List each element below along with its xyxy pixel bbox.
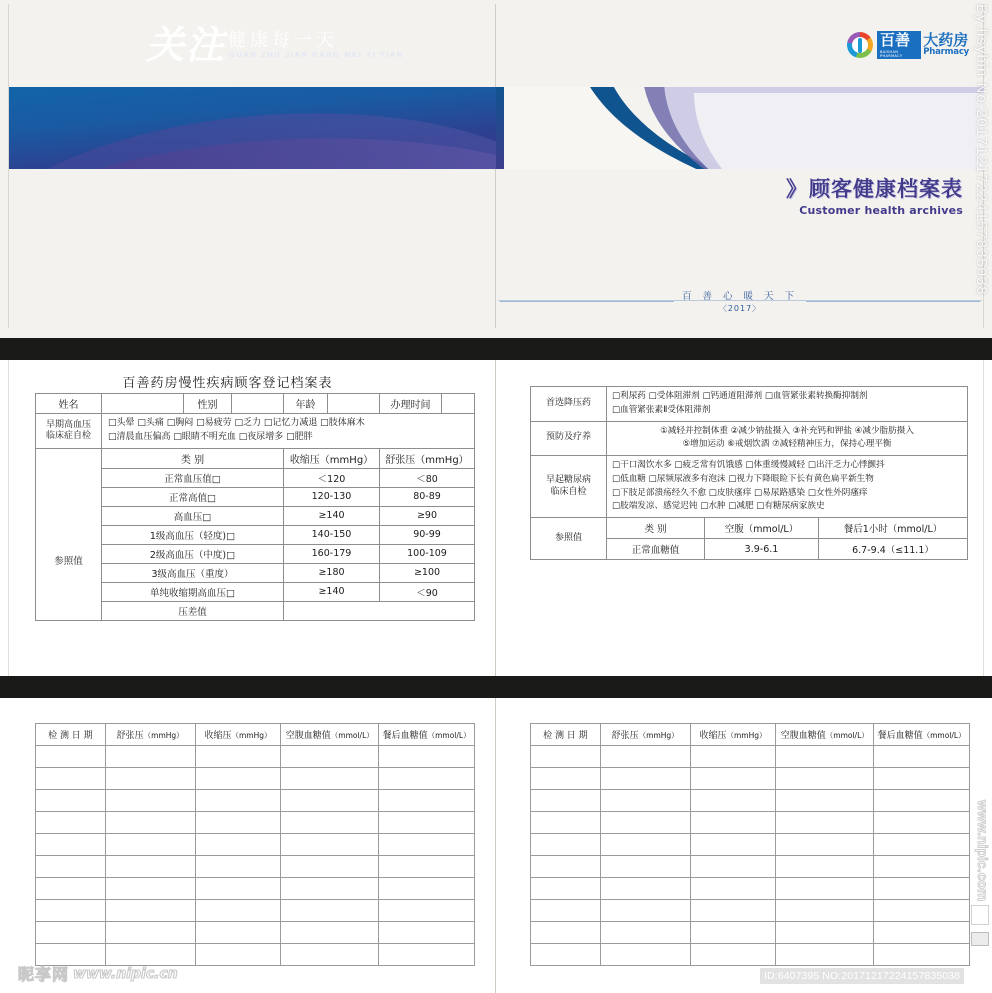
log-cell[interactable] [600,944,690,966]
log-table-row [531,856,970,878]
log-cell[interactable] [281,878,379,900]
log-cell[interactable] [105,812,195,834]
log-cell[interactable] [600,922,690,944]
log-cell[interactable] [690,922,776,944]
diabetes-label-line-1: 早起糖尿病 [545,474,591,485]
log-column-unit: （mmol/L） [427,731,471,740]
log-cell[interactable] [600,900,690,922]
ref-systolic: ＜120 [284,468,380,487]
ref-category[interactable]: 1级高血压（轻度)□ [102,525,284,544]
logo-badge-pinyin: BAISHAN PHARMACY [880,49,903,58]
prevention-row [531,421,968,456]
ref-category[interactable]: 2级高血压（中度)□ [102,544,284,563]
log-cell[interactable] [379,922,475,944]
watermark-tag-icon [971,932,989,946]
prevention-line-2: ⑤增加运动 ⑥戒烟饮酒 ⑦减轻精神压力，保持心理平衡 [682,439,892,450]
glucose-postprandial: 6.7-9.4（≤11.1） [819,539,968,560]
ref-diastolic: 80-89 [380,487,475,506]
log-column-header [105,724,195,746]
log-cell[interactable] [690,878,776,900]
field-process-time[interactable] [442,394,475,414]
log-cell[interactable] [195,900,281,922]
diabetes-selfcheck-row [531,456,968,518]
cover-section [0,0,992,340]
slogan-rule-left [500,301,674,302]
diabetes-selfcheck-label [531,456,607,518]
log-cell[interactable] [776,944,874,966]
selfcheck-options-line-2[interactable]: □清晨血压偏高 □眼睛不明充血 □夜尿增多 □肥胖 [108,431,313,442]
watermark-nipic-logo [18,962,178,985]
log-cell[interactable] [600,768,690,790]
log-column-label: 检 测 日 期 [543,731,588,741]
log-cell[interactable] [531,944,601,966]
log-cell[interactable] [531,834,601,856]
ref-diastolic: 100-109 [380,544,475,563]
log-cell[interactable] [690,790,776,812]
log-table-row [36,746,475,768]
log-cell[interactable] [195,812,281,834]
glucose-reference-header-row [531,518,968,539]
log-cell[interactable] [531,812,601,834]
log-column-unit: （mmHg） [726,731,767,740]
log-column-unit: （mmHg） [143,731,184,740]
log-cell[interactable] [36,834,106,856]
reference-col-systolic: 收缩压（mmHg） [284,448,380,468]
log-cell[interactable] [281,922,379,944]
log-cell[interactable] [874,790,970,812]
log-cell[interactable] [281,790,379,812]
log-header-row [531,724,970,746]
hypertension-form-table [35,393,475,621]
log-table-row [36,922,475,944]
log-cell[interactable] [36,812,106,834]
log-cell[interactable] [36,768,106,790]
log-cell[interactable] [281,834,379,856]
log-cell[interactable] [531,900,601,922]
ref-systolic: ≥140 [284,506,380,525]
log-cell[interactable] [874,856,970,878]
cover-banner-left [9,87,496,169]
banner-brush-title: 关注 [146,22,227,67]
log-column-unit: （mmol/L） [330,731,374,740]
banner-arc-fade [694,93,984,169]
log-cell[interactable] [776,900,874,922]
log-cell[interactable] [281,856,379,878]
reference-col-category: 类 别 [102,448,284,468]
selfcheck-row [36,414,475,449]
log-header-row [36,724,475,746]
log-table-row [36,900,475,922]
watermark-site-vertical: www.nipic.com [975,800,991,902]
diabetes-option-line[interactable]: □干口渴饮水多 □疲乏常有饥饿感 □体重缓慢减轻 □出汗乏力心悸颤抖 [612,460,885,470]
log-cell[interactable] [105,834,195,856]
log-table-row [531,834,970,856]
label-name: 姓名 [36,394,102,414]
selfcheck-label-line-1: 早期高血压 [45,419,91,430]
section-divider-bottom [0,676,992,698]
middle-section [0,360,992,676]
log-cell[interactable] [195,944,281,966]
watermark-id-badge: ID:6407395 NO:20171217224157835038 [760,968,964,984]
log-cell[interactable] [195,922,281,944]
log-column-label: 舒张压 [611,731,639,741]
selfcheck-options-line-1[interactable]: □头晕 □头痛 □胸闷 □易疲劳 □乏力 □记忆力减退 □肢体麻木 [108,418,365,428]
ref-category[interactable]: 单纯收缩期高血压□ [102,582,284,601]
diabetes-option-line[interactable]: □下肢足部溃疡经久不愈 □皮肤瘙痒 □易尿路感染 □女性外阴瘙痒 [612,487,868,498]
glucose-reference-label: 参照值 [531,518,607,560]
log-cell[interactable] [36,856,106,878]
table-row [36,563,475,582]
log-cell[interactable] [281,768,379,790]
log-column-label: 餐后血糖值 [382,731,428,741]
reference-label: 参照值 [54,556,83,568]
log-cell[interactable] [36,878,106,900]
log-cell[interactable] [281,746,379,768]
ref-systolic: 160-179 [284,544,380,563]
field-age[interactable] [328,394,380,414]
log-table-row [36,856,475,878]
drug-options-line-1[interactable]: □利尿药 □受体阻滞剂 □钙通道阻滞剂 □血管紧张素转换酶抑制剂 [612,391,868,401]
log-cell[interactable] [776,768,874,790]
field-gender[interactable] [232,394,284,414]
cover-title-cn [786,173,963,203]
logo-wordmark-en: Pharmacy [923,47,969,58]
log-cell[interactable] [874,900,970,922]
table-row [36,506,475,525]
log-cell[interactable] [105,922,195,944]
table-row [36,487,475,506]
logo-badge-text: 百善 [880,31,911,50]
pharmacy-logo [847,27,969,63]
log-cell[interactable] [776,878,874,900]
log-cell[interactable] [195,790,281,812]
log-cell[interactable] [105,878,195,900]
page-edge-left [8,360,9,676]
table-row [36,582,475,601]
log-cell[interactable] [776,812,874,834]
log-column-label: 空腹血糖值 [780,731,826,741]
watermark-author-vertical: By:lisybin No:20171217224157835038 [973,4,990,296]
log-cell[interactable] [600,834,690,856]
log-cell[interactable] [105,856,195,878]
glucose-col-fasting: 空腹（mmol/L） [705,518,819,539]
drug-options-line-2[interactable]: □血管紧张素Ⅱ受体阻滞剂 [612,404,711,415]
log-cell[interactable] [379,900,475,922]
log-table-row [531,746,970,768]
reference-col-diastolic: 舒张压（mmHg） [380,448,475,468]
watermark-logo-cn: 昵享网 [18,965,70,984]
log-cell[interactable] [36,790,106,812]
ref-category[interactable]: 正常高值□ [102,487,284,506]
slogan-line-2: 〈2017〉 [718,304,762,313]
log-cell[interactable] [379,856,475,878]
log-cell[interactable] [36,746,106,768]
log-column-label: 检 测 日 期 [48,731,93,741]
log-cell[interactable] [379,944,475,966]
log-column-header [531,724,601,746]
prevention-line-1: ①减轻并控制体重 ②减少钠盐摄入 ③补充钙和钾盐 ④减少脂肪摄入 [660,425,914,436]
section-divider-top [0,338,992,360]
identity-row [36,394,475,414]
prevention-label: 预防及疗养 [531,421,607,456]
slogan-text [682,288,798,314]
log-table-row [531,900,970,922]
log-column-header [36,724,106,746]
ref-category[interactable]: 高血压□ [102,506,284,525]
log-cell[interactable] [105,746,195,768]
log-cell[interactable] [690,768,776,790]
reference-header-row [36,448,475,468]
ref-diastolic: ＜80 [380,468,475,487]
reference-label-cell [36,448,102,620]
diabetes-form-table [530,386,968,560]
pharmacy-cross-icon [847,32,873,58]
log-cell[interactable] [195,878,281,900]
watermark-image-icon [971,905,989,925]
log-column-label: 舒张压 [116,731,144,741]
log-cell[interactable] [531,746,601,768]
table-row [36,544,475,563]
first-choice-drug-options[interactable] [607,387,968,422]
ref-category[interactable]: 正常血压值□ [102,468,284,487]
log-table-row [531,944,970,966]
middle-fold-line [495,360,496,676]
watermark-logo-url: www.nipic.cn [73,965,178,982]
bottom-fold-line [495,698,496,993]
log-table-row [531,878,970,900]
log-cell[interactable] [776,922,874,944]
log-cell[interactable] [195,746,281,768]
ref-pressure-diff-value[interactable] [284,601,475,620]
slogan-rule-right [806,301,980,302]
banner-navy-strip [496,87,504,169]
log-cell[interactable] [281,944,379,966]
label-gender: 性别 [184,394,232,414]
log-cell[interactable] [281,900,379,922]
glucose-col-category: 类 别 [607,518,705,539]
first-choice-drug-label: 首选降压药 [531,387,607,422]
prevention-items [607,421,968,456]
log-cell[interactable] [36,922,106,944]
log-cell[interactable] [195,834,281,856]
glucose-fasting: 3.9-6.1 [705,539,819,560]
log-column-unit: （mmHg） [231,731,272,740]
first-choice-drug-row [531,387,968,422]
log-cell[interactable] [195,856,281,878]
log-column-header [776,724,874,746]
log-column-label: 收缩压 [699,731,727,741]
label-process-time: 办理时间 [380,394,442,414]
table-row [36,601,475,620]
table-row [36,525,475,544]
ref-diastolic: ≥100 [380,563,475,582]
log-cell[interactable] [690,900,776,922]
log-column-unit: （mmol/L） [825,731,869,740]
log-column-unit: （mmol/L） [922,731,966,740]
selfcheck-options[interactable] [102,414,475,449]
ref-systolic: ≥180 [284,563,380,582]
log-cell[interactable] [379,812,475,834]
cover-title-cn-text: 顾客健康档案表 [809,177,963,201]
field-name[interactable] [102,394,184,414]
log-cell[interactable] [600,746,690,768]
diabetes-selfcheck-options[interactable] [607,456,968,518]
log-table-row [36,878,475,900]
log-column-header [195,724,281,746]
log-column-header [690,724,776,746]
selfcheck-label-line-2: 临床症自检 [45,430,91,441]
cover-title-block [786,173,963,217]
ref-category: 压差值 [102,601,284,620]
logo-wordmark [923,33,969,57]
ref-systolic: 120-130 [284,487,380,506]
logo-wordmark-cn: 大药房 [923,31,969,50]
log-cell[interactable] [874,812,970,834]
log-table-row [531,812,970,834]
log-cell[interactable] [379,790,475,812]
log-table-row [531,922,970,944]
log-column-header [379,724,475,746]
table-row [36,468,475,487]
diabetes-label-line-2: 临床自检 [550,486,587,497]
log-cell[interactable] [379,878,475,900]
log-column-header [281,724,379,746]
log-table-row [36,768,475,790]
ref-systolic: ≥140 [284,582,380,601]
measurement-log-table-left [35,723,475,966]
page-edge-right [983,360,984,676]
log-cell[interactable] [600,812,690,834]
selfcheck-label [36,414,102,449]
log-cell[interactable] [379,834,475,856]
log-table-row [36,790,475,812]
log-cell[interactable] [600,790,690,812]
logo-person-glyph [858,38,862,53]
diabetes-option-line[interactable]: □肢端发凉、感觉迟钝 □水肿 □减肥 □有糖尿病家族史 [612,501,825,512]
log-cell[interactable] [690,834,776,856]
cover-title-en: Customer health archives [799,204,963,217]
log-cell[interactable] [776,746,874,768]
log-cell[interactable] [690,944,776,966]
log-cell[interactable] [874,878,970,900]
log-cell[interactable] [874,922,970,944]
ref-diastolic: ＜90 [380,582,475,601]
cover-banner-right [496,87,984,169]
log-cell[interactable] [874,746,970,768]
log-cell[interactable] [379,746,475,768]
banner-pinyin: GUAN ZHU JIAN KANG MEI YI TIAN [229,50,404,59]
bottom-section [0,698,992,993]
log-cell[interactable] [531,922,601,944]
log-cell[interactable] [600,878,690,900]
log-cell[interactable] [600,856,690,878]
log-cell[interactable] [36,900,106,922]
log-cell[interactable] [531,856,601,878]
glucose-col-postprandial: 餐后1小时（mmol/L） [819,518,968,539]
log-cell[interactable] [105,900,195,922]
log-column-header [600,724,690,746]
log-column-label: 餐后血糖值 [877,731,923,741]
log-cell[interactable] [776,856,874,878]
slogan-line-1: 百 善 心 暖 天 下 [681,291,799,302]
log-cell[interactable] [776,790,874,812]
log-cell[interactable] [874,834,970,856]
ref-diastolic: 90-99 [380,525,475,544]
ref-category[interactable]: 3级高血压（重度） [102,563,284,582]
log-table-row [531,790,970,812]
log-cell[interactable] [379,768,475,790]
diabetes-option-line[interactable]: □低血糖 □尿频尿液多有泡沫 □视力下降眼睑下长有黄色扁平新生物 [612,473,874,484]
log-cell[interactable] [195,768,281,790]
log-table-row [36,834,475,856]
log-cell[interactable] [690,812,776,834]
log-table-row [36,812,475,834]
logo-badge-cn [877,31,921,59]
banner-subtitle: 健康每一天 [228,30,338,51]
log-cell[interactable] [531,878,601,900]
log-cell[interactable] [281,812,379,834]
log-cell[interactable] [690,746,776,768]
measurement-log-table-right [530,723,970,966]
log-cell[interactable] [874,944,970,966]
glucose-category: 正常血糖值 [607,539,705,560]
log-column-header [874,724,970,746]
log-cell[interactable] [531,790,601,812]
log-cell[interactable] [690,856,776,878]
log-cell[interactable] [874,768,970,790]
chevron-right-icon: 》 [786,177,808,201]
cover-slogan [500,288,980,314]
label-age: 年龄 [284,394,328,414]
log-cell[interactable] [776,834,874,856]
log-column-label: 收缩压 [204,731,232,741]
left-table-title: 百善药房慢性疾病顾客登记档案表 [122,376,333,391]
ref-diastolic: ≥90 [380,506,475,525]
ref-systolic: 140-150 [284,525,380,544]
log-cell[interactable] [531,768,601,790]
log-table-row [531,768,970,790]
log-cell[interactable] [105,768,195,790]
log-column-label: 空腹血糖值 [285,731,331,741]
log-column-unit: （mmHg） [638,731,679,740]
log-cell[interactable] [105,790,195,812]
